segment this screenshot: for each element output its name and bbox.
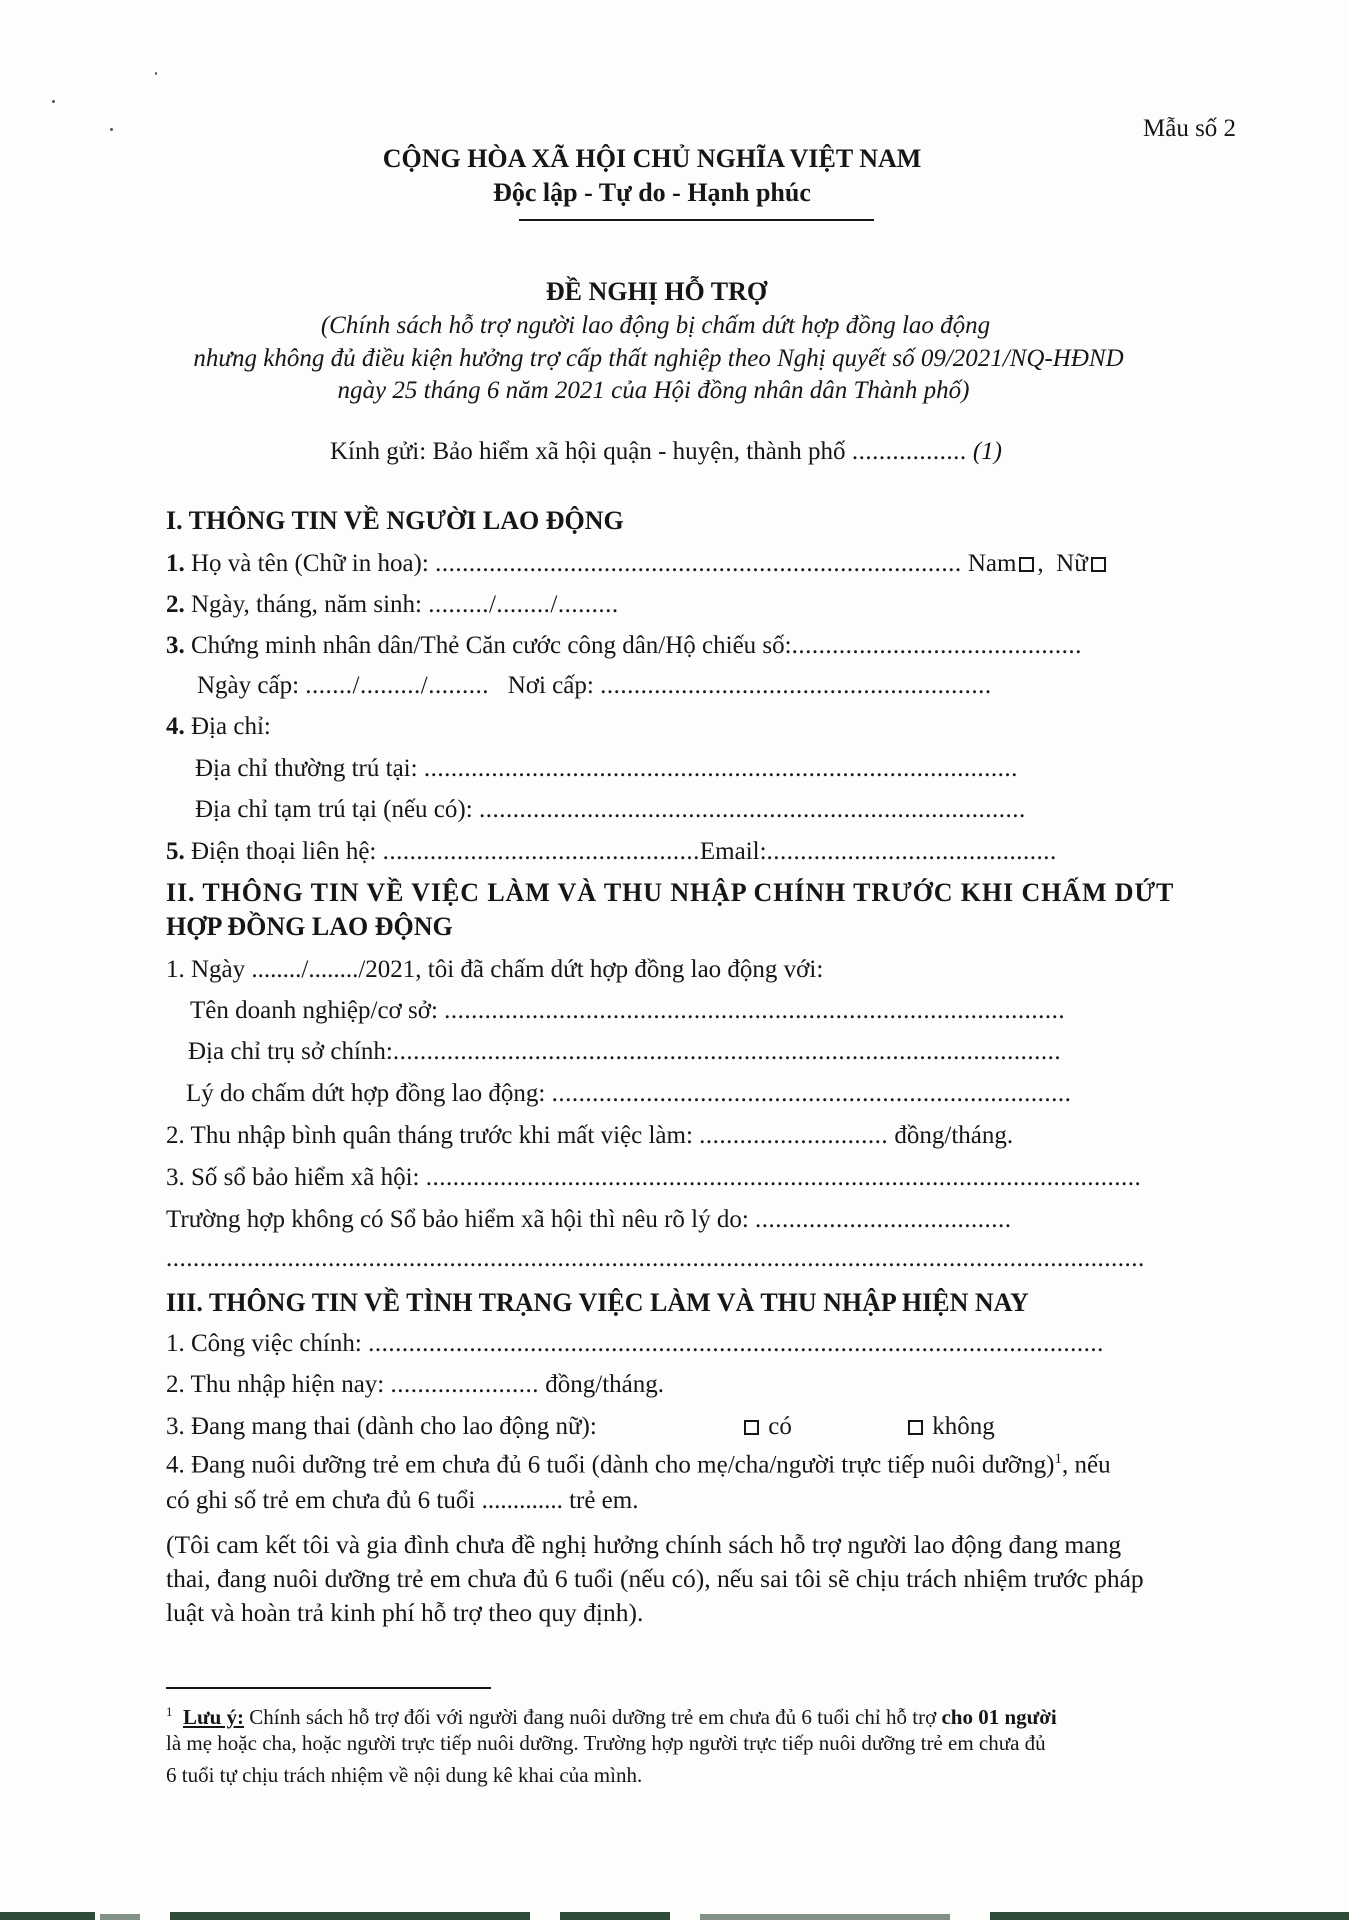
- addressee-note: (1): [972, 438, 1002, 465]
- issue-place-label: Nơi cấp:: [507, 672, 594, 699]
- issue-row: [197, 672, 992, 700]
- email-label: Email:: [699, 838, 767, 865]
- termination-reason-row: [186, 1080, 1071, 1108]
- scan-speck: [110, 128, 113, 131]
- addressee: [330, 438, 1002, 466]
- dob-label: Ngày, tháng, năm sinh:: [191, 591, 422, 618]
- phone-field[interactable]: ...............................................: [382, 838, 700, 865]
- dob-row: [166, 591, 619, 619]
- child-care-line-1: [166, 1451, 1111, 1479]
- scan-speck: [52, 100, 55, 103]
- company-label: Tên doanh nghiệp/cơ sở:: [190, 997, 438, 1024]
- subtitle-line-1: (Chính sách hỗ trợ người lao động bị chấm dứt hợp đồng lao động: [320, 312, 991, 339]
- pregnancy-no-label: không: [932, 1413, 995, 1440]
- commitment-line-2: thai, đang nuôi dưỡng trẻ em chưa đủ 6 tuổi (nếu có), nếu sai tôi sẽ chịu trách nhiệm trước pháp: [166, 1564, 1144, 1593]
- full-name-field[interactable]: ..............................................................................: [435, 550, 962, 577]
- permanent-address-row: [195, 755, 1018, 783]
- issue-place-field[interactable]: ..........................................................: [600, 672, 992, 699]
- gender-female-checkbox[interactable]: [1091, 557, 1106, 572]
- scan-edge-bar: [170, 1912, 530, 1920]
- temporary-address-label: Địa chỉ tạm trú tại (nếu có):: [195, 796, 473, 823]
- pregnancy-yes-checkbox[interactable]: [744, 1420, 759, 1435]
- scan-edge-bar: [100, 1914, 140, 1920]
- motto-underline: [519, 219, 874, 221]
- address-number: 4.: [166, 713, 185, 740]
- scan-edge-bar: [700, 1914, 950, 1920]
- hq-address-field[interactable]: ...................................................................................................: [392, 1038, 1062, 1065]
- motto: Độc lập - Tự do - Hạnh phúc: [493, 178, 811, 207]
- pregnancy-label: 3. Đang mang thai (dành cho lao động nữ):: [166, 1413, 597, 1440]
- issue-date-field[interactable]: ......./........./.........: [305, 672, 489, 699]
- average-income-field[interactable]: ............................: [699, 1122, 889, 1149]
- id-number: 3.: [166, 632, 185, 659]
- id-label: Chứng minh nhân dân/Thẻ Căn cước công dân/Hộ chiếu số:: [191, 632, 792, 659]
- main-job-row: [166, 1330, 1104, 1358]
- pregnancy-row: [166, 1413, 597, 1441]
- temporary-address-field[interactable]: .................................................................................: [478, 796, 1026, 823]
- current-income-label: 2. Thu nhập hiện nay:: [166, 1371, 385, 1398]
- scan-edge-bar: [990, 1912, 1349, 1920]
- hq-address-row: [188, 1038, 1061, 1066]
- commitment-line-3: luật và hoàn trả kinh phí hỗ trợ theo quy định).: [166, 1598, 644, 1627]
- phone-number-index: 5.: [166, 838, 185, 865]
- footnote-label: Lưu ý:: [183, 1705, 245, 1729]
- insurance-book-field[interactable]: ..........................................................................................................: [425, 1164, 1142, 1191]
- gender-male-label: Nam: [967, 550, 1017, 577]
- contact-row: [166, 838, 1057, 866]
- child-care-tail: , nếu: [1061, 1451, 1111, 1479]
- id-field[interactable]: ...........................................: [791, 632, 1082, 659]
- subtitle-line-2: nhưng không đủ điều kiện hưởng trợ cấp thất nghiệp theo Nghị quyết số 09/2021/NQ-HĐND: [193, 345, 1124, 372]
- email-field[interactable]: ...........................................: [766, 838, 1057, 865]
- insurance-book-label: 3. Số sổ bảo hiểm xã hội:: [166, 1164, 420, 1191]
- addressee-text: Kính gửi: Bảo hiểm xã hội quận - huyện, thành phố: [330, 438, 846, 465]
- average-income-row: [166, 1122, 1013, 1150]
- subtitle-line-3: ngày 25 tháng 6 năm 2021 của Hội đồng nhân dân Thành phố): [337, 377, 970, 404]
- hq-address-label: Địa chỉ trụ sở chính:: [188, 1038, 393, 1065]
- termination-date-row: 1. Ngày ......../......../2021, tôi đã chấm dứt hợp đồng lao động với:: [166, 956, 824, 983]
- gender-female-label: Nữ: [1056, 550, 1088, 577]
- termination-reason-field[interactable]: .............................................................................: [551, 1080, 1072, 1107]
- full-name-label: Họ và tên (Chữ in hoa):: [191, 550, 429, 577]
- current-income-field[interactable]: ......................: [390, 1371, 539, 1398]
- no-book-reason-row: [166, 1206, 1012, 1234]
- pregnancy-yes-option[interactable]: [741, 1413, 792, 1441]
- issue-date-label: Ngày cấp:: [197, 672, 300, 699]
- full-name-number: 1.: [166, 550, 185, 577]
- insurance-book-row: [166, 1164, 1141, 1192]
- company-field[interactable]: ............................................................................................: [444, 997, 1066, 1024]
- dob-number: 2.: [166, 591, 185, 618]
- pregnancy-yes-label: có: [768, 1413, 792, 1440]
- no-book-reason-field[interactable]: ......................................: [755, 1206, 1012, 1233]
- no-book-reason-extra-line[interactable]: .................................................................................................................................................: [166, 1245, 1145, 1272]
- commitment-line-1: (Tôi cam kết tôi và gia đình chưa đề nghị hưởng chính sách hỗ trợ người lao động đang mang: [166, 1530, 1122, 1559]
- full-name-row: 1. Họ và tên (Chữ in hoa): .............................................................................. Nam , Nữ: [166, 550, 1109, 578]
- section-2-heading-line-1: II. THÔNG TIN VỀ VIỆC LÀM VÀ THU NHẬP CHÍNH TRƯỚC KHI CHẤM DỨT: [166, 878, 1175, 907]
- termination-reason-label: Lý do chấm dứt hợp đồng lao động:: [186, 1080, 546, 1107]
- child-care-line-2: có ghi số trẻ em chưa đủ 6 tuổi ............. trẻ em.: [166, 1487, 639, 1514]
- footnote-marker: 1: [166, 1704, 173, 1719]
- form-code: Mẫu số 2: [1143, 115, 1237, 142]
- footnote-text-1: Chính sách hỗ trợ đối với người đang nuôi dưỡng trẻ em chưa đủ 6 tuổi chỉ hỗ trợ: [249, 1705, 937, 1729]
- company-row: [190, 997, 1065, 1025]
- address-label: Địa chỉ:: [191, 713, 271, 740]
- scan-edge-bar: [0, 1912, 95, 1920]
- main-job-label: 1. Công việc chính:: [166, 1330, 362, 1357]
- section-3-heading: III. THÔNG TIN VỀ TÌNH TRẠNG VIỆC LÀM VÀ THU NHẬP HIỆN NAY: [166, 1288, 1029, 1317]
- pregnancy-no-option[interactable]: [905, 1413, 995, 1441]
- permanent-address-field[interactable]: ........................................................................................: [423, 755, 1018, 782]
- footnote-line-2: là mẹ hoặc cha, hoặc người trực tiếp nuôi dưỡng. Trường hợp người trực tiếp nuôi dưỡng trẻ em chưa đủ: [166, 1731, 1046, 1755]
- average-income-unit: đồng/tháng.: [894, 1122, 1014, 1149]
- temporary-address-row: [195, 796, 1026, 824]
- scan-speck: [155, 72, 157, 75]
- id-row: [166, 632, 1082, 660]
- pregnancy-no-checkbox[interactable]: [908, 1420, 923, 1435]
- footnote-bold-1: cho 01 người: [941, 1705, 1057, 1729]
- permanent-address-label: Địa chỉ thường trú tại:: [195, 755, 418, 782]
- footnote-line-3: 6 tuổi tự chịu trách nhiệm về nội dung kê khai của mình.: [166, 1763, 643, 1787]
- dob-field[interactable]: ........./......../.........: [428, 591, 619, 618]
- child-care-text: 4. Đang nuôi dưỡng trẻ em chưa đủ 6 tuổi (dành cho mẹ/cha/người trực tiếp nuôi dưỡng): [166, 1451, 1055, 1479]
- current-income-row: [166, 1371, 664, 1399]
- phone-label: Điện thoại liên hệ:: [191, 838, 377, 865]
- footnote-separator: [166, 1687, 491, 1689]
- average-income-label: 2. Thu nhập bình quân tháng trước khi mất việc làm:: [166, 1122, 693, 1149]
- address-row: [166, 713, 271, 741]
- current-income-unit: đồng/tháng.: [545, 1371, 664, 1398]
- nation-title: CỘNG HÒA XÃ HỘI CHỦ NGHĨA VIỆT NAM: [382, 144, 922, 173]
- addressee-dots: .................: [851, 438, 967, 465]
- section-1-heading: I. THÔNG TIN VỀ NGƯỜI LAO ĐỘNG: [166, 506, 624, 535]
- main-job-field[interactable]: .............................................................................................................: [368, 1330, 1104, 1357]
- scan-edge-bar: [560, 1912, 670, 1920]
- gender-male-checkbox[interactable]: [1019, 557, 1034, 572]
- document-title: ĐỀ NGHỊ HỖ TRỢ: [545, 277, 768, 306]
- no-book-reason-label: Trường hợp không có Sổ bảo hiểm xã hội thì nêu rõ lý do:: [166, 1206, 749, 1233]
- section-2-heading-line-2: HỢP ĐỒNG LAO ĐỘNG: [166, 912, 453, 941]
- footnote-reference: 1: [1054, 1451, 1062, 1467]
